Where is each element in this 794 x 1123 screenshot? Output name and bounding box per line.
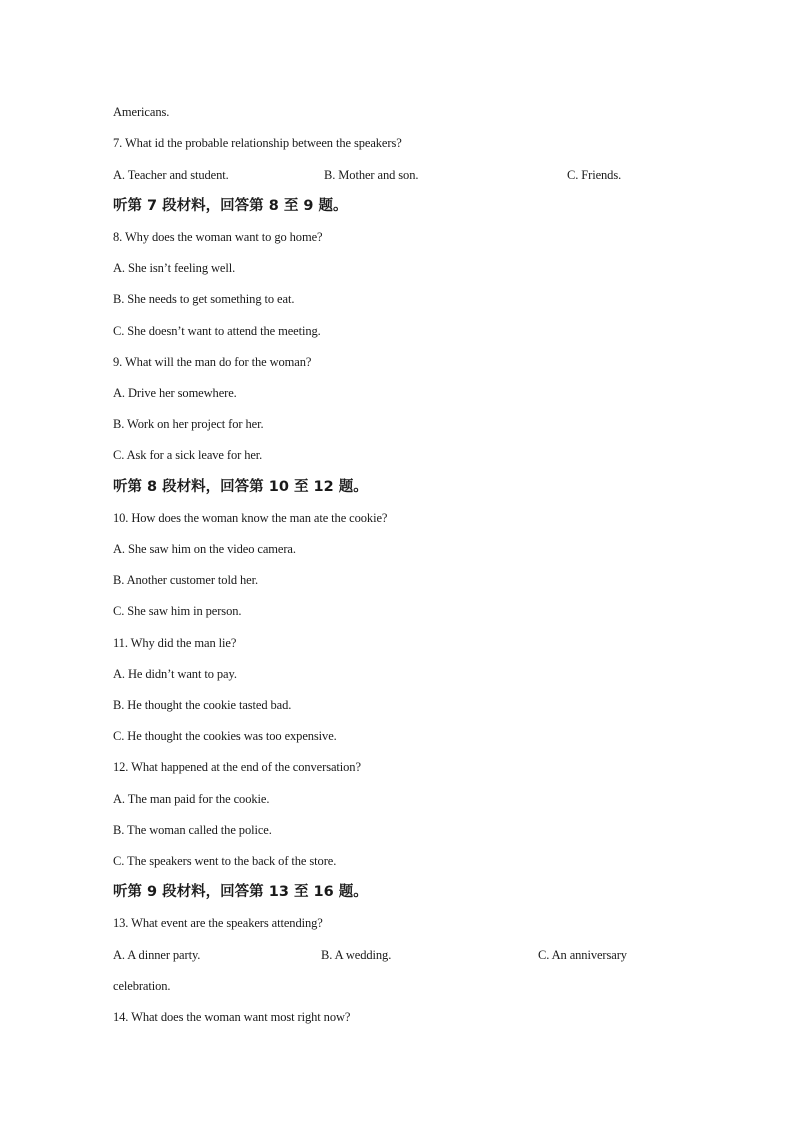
option-b: B. Another customer told her. (113, 573, 258, 587)
section-heading: 听第 7 段材料，回答第 8 至 9 题。 (113, 198, 348, 214)
section-heading: 听第 8 段材料，回答第 10 至 12 题。 (113, 479, 368, 495)
option-c: C. Friends. (567, 168, 622, 182)
option-b: B. She needs to get something to eat. (113, 292, 295, 306)
option-a: A. Teacher and student. (113, 168, 229, 182)
option-a: A. Drive her somewhere. (113, 386, 237, 400)
section-heading: 听第 9 段材料，回答第 13 至 16 题。 (113, 884, 368, 900)
question-14: 14. What does the woman want most right now? (113, 1010, 351, 1024)
text-line: Americans. (113, 105, 170, 119)
option-a: A. She saw him on the video camera. (113, 542, 296, 556)
question-13: 13. What event are the speakers attending? (113, 916, 323, 930)
question-8: 8. Why does the woman want to go home? (113, 230, 323, 244)
question-11: 11. Why did the man lie? (113, 636, 237, 650)
option-b: B. Work on her project for her. (113, 417, 264, 431)
option-c: C. She doesn’t want to attend the meeting. (113, 324, 321, 338)
option-b: B. He thought the cookie tasted bad. (113, 698, 292, 712)
question-12: 12. What happened at the end of the conversation? (113, 760, 361, 774)
option-b: B. A wedding. (321, 948, 392, 962)
option-a: A. She isn’t feeling well. (113, 261, 236, 275)
option-c: C. An anniversary (538, 948, 627, 962)
option-c: C. He thought the cookies was too expensive. (113, 729, 337, 743)
question-10: 10. How does the woman know the man ate the cookie? (113, 511, 388, 525)
text-line: celebration. (113, 979, 171, 993)
option-b: B. Mother and son. (324, 168, 419, 182)
option-c: C. She saw him in person. (113, 604, 242, 618)
option-c: C. Ask for a sick leave for her. (113, 448, 263, 462)
question-7: 7. What id the probable relationship between the speakers? (113, 136, 402, 150)
question-9: 9. What will the man do for the woman? (113, 355, 312, 369)
option-a: A. A dinner party. (113, 948, 201, 962)
option-c: C. The speakers went to the back of the store. (113, 854, 337, 868)
option-b: B. The woman called the police. (113, 823, 272, 837)
option-a: A. He didn’t want to pay. (113, 667, 237, 681)
option-a: A. The man paid for the cookie. (113, 792, 270, 806)
